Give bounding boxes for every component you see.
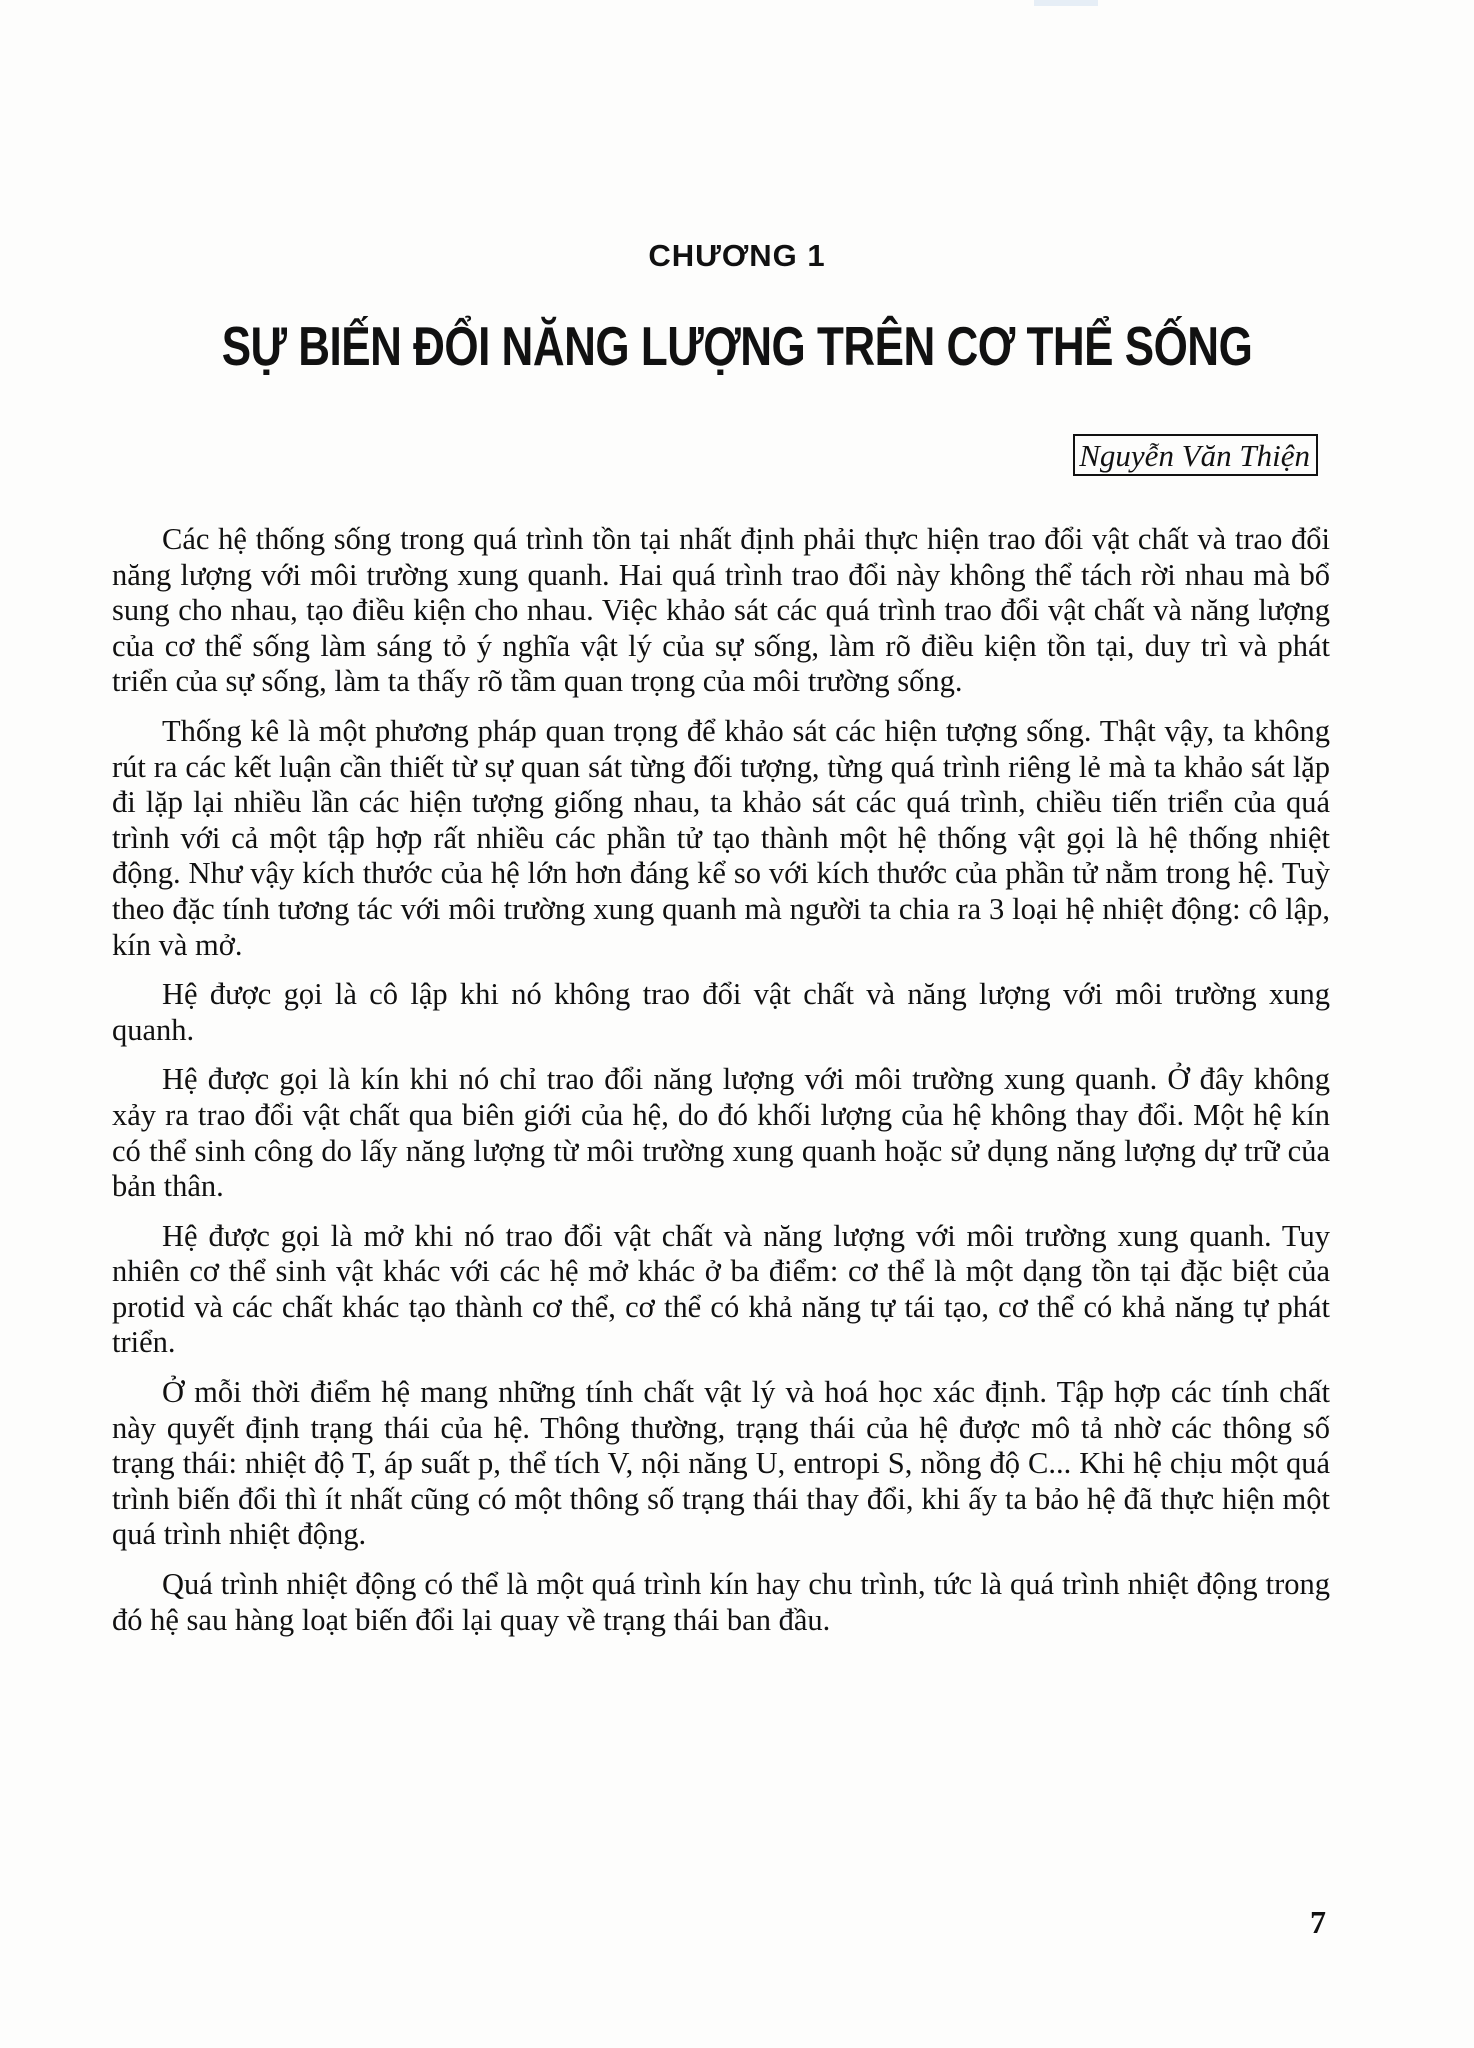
paragraph: Ở mỗi thời điểm hệ mang những tính chất vật lý và hoá học xác định. Tập hợp các tính chất này quyết định trạng thái của hệ. Thông thường, trạng thái của hệ được mô tả nhờ các thông số trạng thái: nhiệt độ T, áp suất p, thể tích V, nội năng U, entropi S, nồng độ C... Khi hệ chịu một quá trình biến đổi thì ít nhất cũng có một thông số trạng thái thay đổi, khi ấy ta bảo hệ đã thực hiện một quá trình nhiệt động. (112, 1375, 1330, 1552)
paragraph: Hệ được gọi là kín khi nó chỉ trao đổi năng lượng với môi trường xung quanh. Ở đây không xảy ra trao đổi vật chất qua biên giới của hệ, do đó khối lượng của hệ không thay đổi. Một hệ kín có thể sinh công do lấy năng lượng từ môi trường xung quanh hoặc sử dụng năng lượng dự trữ của bản thân. (112, 1062, 1330, 1204)
paragraph: Hệ được gọi là cô lập khi nó không trao đổi vật chất và năng lượng với môi trường xung quanh. (112, 977, 1330, 1047)
paragraph: Các hệ thống sống trong quá trình tồn tại nhất định phải thực hiện trao đổi vật chất và trao đổi năng lượng với môi trường xung quanh. Hai quá trình trao đổi này không thể tách rời nhau mà bổ sung cho nhau, tạo điều kiện cho nhau. Việc khảo sát các quá trình trao đổi vật chất và năng lượng của cơ thể sống làm sáng tỏ ý nghĩa vật lý của sự sống, làm rõ điều kiện tồn tại, duy trì và phát triển của sự sống, làm ta thấy rõ tầm quan trọng của môi trường sống. (112, 522, 1330, 699)
chapter-title: SỰ BIẾN ĐỔI NĂNG LƯỢNG TRÊN CƠ THỂ SỐNG (221, 316, 1253, 378)
paragraph: Quá trình nhiệt động có thể là một quá trình kín hay chu trình, tức là quá trình nhiệt động trong đó hệ sau hàng loạt biến đổi lại quay về trạng thái ban đầu. (112, 1567, 1330, 1637)
body-text (112, 522, 1330, 1652)
paragraph: Hệ được gọi là mở khi nó trao đổi vật chất và năng lượng với môi trường xung quanh. Tuy nhiên cơ thể sinh vật khác với các hệ mở khác ở ba điểm: cơ thể là một dạng tồn tại đặc biệt của protid và các chất khác tạo thành cơ thể, cơ thể có khả năng tự tái tạo, cơ thể có khả năng tự phát triển. (112, 1218, 1330, 1360)
paragraph: Thống kê là một phương pháp quan trọng để khảo sát các hiện tượng sống. Thật vậy, ta không rút ra các kết luận cần thiết từ sự quan sát từng đối tượng, từng quá trình riêng lẻ mà ta khảo sát lặp đi lặp lại nhiều lần các hiện tượng giống nhau, ta khảo sát các quá trình, chiều tiến triển của quá trình với cả một tập hợp rất nhiều các phần tử tạo thành một hệ thống vật gọi là hệ thống nhiệt động. Như vậy kích thước của hệ lớn hơn đáng kể so với kích thước của phần tử nằm trong hệ. Tuỳ theo đặc tính tương tác với môi trường xung quanh mà người ta chia ra 3 loại hệ nhiệt động: cô lập, kín và mở. (112, 713, 1330, 962)
scan-artifact (1034, 0, 1098, 6)
chapter-label: CHƯƠNG 1 (648, 238, 826, 273)
page-number: 7 (1310, 1904, 1326, 1940)
author-name: Nguyễn Văn Thiện (1073, 434, 1318, 476)
